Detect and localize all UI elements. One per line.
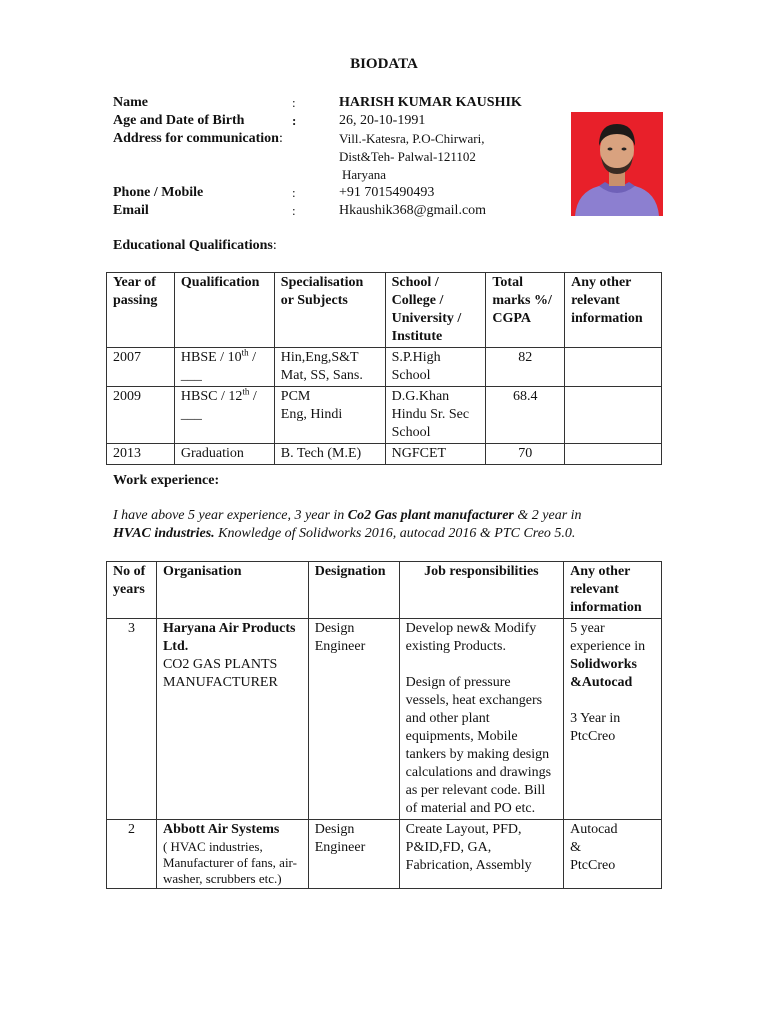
cell-school: NGFCET	[385, 444, 486, 465]
colon: :	[292, 95, 296, 110]
header-organisation: Organisation	[156, 562, 308, 619]
header-qualification: Qualification	[174, 273, 274, 348]
cell-marks: 70	[486, 444, 565, 465]
table-row	[107, 387, 662, 444]
address-line2: Dist&Teh- Palwal-121102	[339, 149, 476, 164]
header-specialisation: Specialisation or Subjects	[274, 273, 385, 348]
page-title: BIODATA	[350, 56, 418, 72]
cell-designation: Design Engineer	[308, 619, 399, 820]
age-label: Age and Date of Birth	[113, 113, 245, 128]
work-summary: I have above 5 year experience, 3 year in Co2 Gas plant manufacturer & 2 year in HVAC industries. Knowledge of Solidworks 2016, autocad 2016 & PTC Creo 5.0.	[113, 508, 582, 541]
header-other: Any other relevant information	[565, 273, 662, 348]
work-table	[106, 561, 662, 889]
address-line1: Vill.-Katesra, P.O-Chirwari,	[339, 131, 485, 146]
name-value: HARISH KUMAR KAUSHIK	[339, 95, 522, 110]
cell-qualification: Graduation	[174, 444, 274, 465]
header-other: Any other relevant information	[564, 562, 662, 619]
header-marks: Total marks %/ CGPA	[486, 273, 565, 348]
address-line3: Haryana	[342, 167, 387, 182]
cell-other	[565, 348, 662, 387]
cell-organisation: Abbott Air Systems ( HVAC industries, Manufacturer of fans, air-washer, scrubbers etc.)	[156, 820, 308, 889]
table-row	[107, 444, 662, 465]
header-year: Year of passing	[107, 273, 175, 348]
work-heading: Work experience:	[113, 473, 220, 488]
cell-other: 5 year experience in Solidworks &Autocad 3 Year in PtcCreo	[564, 619, 662, 820]
cell-year: 2009	[107, 387, 175, 444]
cell-responsibilities: Develop new& Modify existing Products. Design of pressure vessels, heat exchangers and other plant equipments, Mobile tankers by making design calculations and drawings as per relevant code. Bill of material and PO etc.	[399, 619, 563, 820]
address-label: Address for communication:	[113, 131, 283, 146]
cell-marks: 82	[486, 348, 565, 387]
table-header-row	[107, 562, 662, 619]
education-heading: Educational Qualifications:	[113, 238, 277, 253]
cell-qualification: HBSE / 10th / ___	[174, 348, 274, 387]
table-row	[107, 619, 662, 820]
email-label: Email	[113, 203, 149, 218]
table-row	[107, 348, 662, 387]
table-row	[107, 820, 662, 889]
header-designation: Designation	[308, 562, 399, 619]
cell-years: 2	[107, 820, 157, 889]
cell-specialisation: B. Tech (M.E)	[274, 444, 385, 465]
colon: :	[292, 203, 296, 218]
cell-years: 3	[107, 619, 157, 820]
email-value: Hkaushik368@gmail.com	[339, 203, 487, 218]
table-header-row	[107, 273, 662, 348]
cell-qualification: HBSC / 12th / ___	[174, 387, 274, 444]
colon: :	[292, 185, 296, 200]
cell-school: D.G.Khan Hindu Sr. Sec School	[385, 387, 486, 444]
phone-value: +91 7015490493	[339, 185, 435, 200]
cell-year: 2013	[107, 444, 175, 465]
cell-other: Autocad & PtcCreo	[564, 820, 662, 889]
name-label: Name	[113, 95, 148, 110]
cell-year: 2007	[107, 348, 175, 387]
cell-organisation: Haryana Air Products Ltd. CO2 GAS PLANTS MANUFACTURER	[156, 619, 308, 820]
cell-specialisation: PCM Eng, Hindi	[274, 387, 385, 444]
header-years: No of years	[107, 562, 157, 619]
header-school: School / College / University / Institute	[385, 273, 486, 348]
cell-other	[565, 444, 662, 465]
profile-photo	[571, 112, 663, 216]
cell-specialisation: Hin,Eng,S&T Mat, SS, Sans.	[274, 348, 385, 387]
cell-responsibilities: Create Layout, PFD, P&ID,FD, GA, Fabrication, Assembly	[399, 820, 563, 889]
phone-label: Phone / Mobile	[113, 185, 204, 200]
cell-other	[565, 387, 662, 444]
header-responsibilities: Job responsibilities	[399, 562, 563, 619]
cell-designation: Design Engineer	[308, 820, 399, 889]
cell-marks: 68.4	[486, 387, 565, 444]
education-table	[106, 272, 662, 465]
cell-school: S.P.High School	[385, 348, 486, 387]
age-value: 26, 20-10-1991	[339, 113, 426, 128]
colon: :	[292, 113, 297, 128]
